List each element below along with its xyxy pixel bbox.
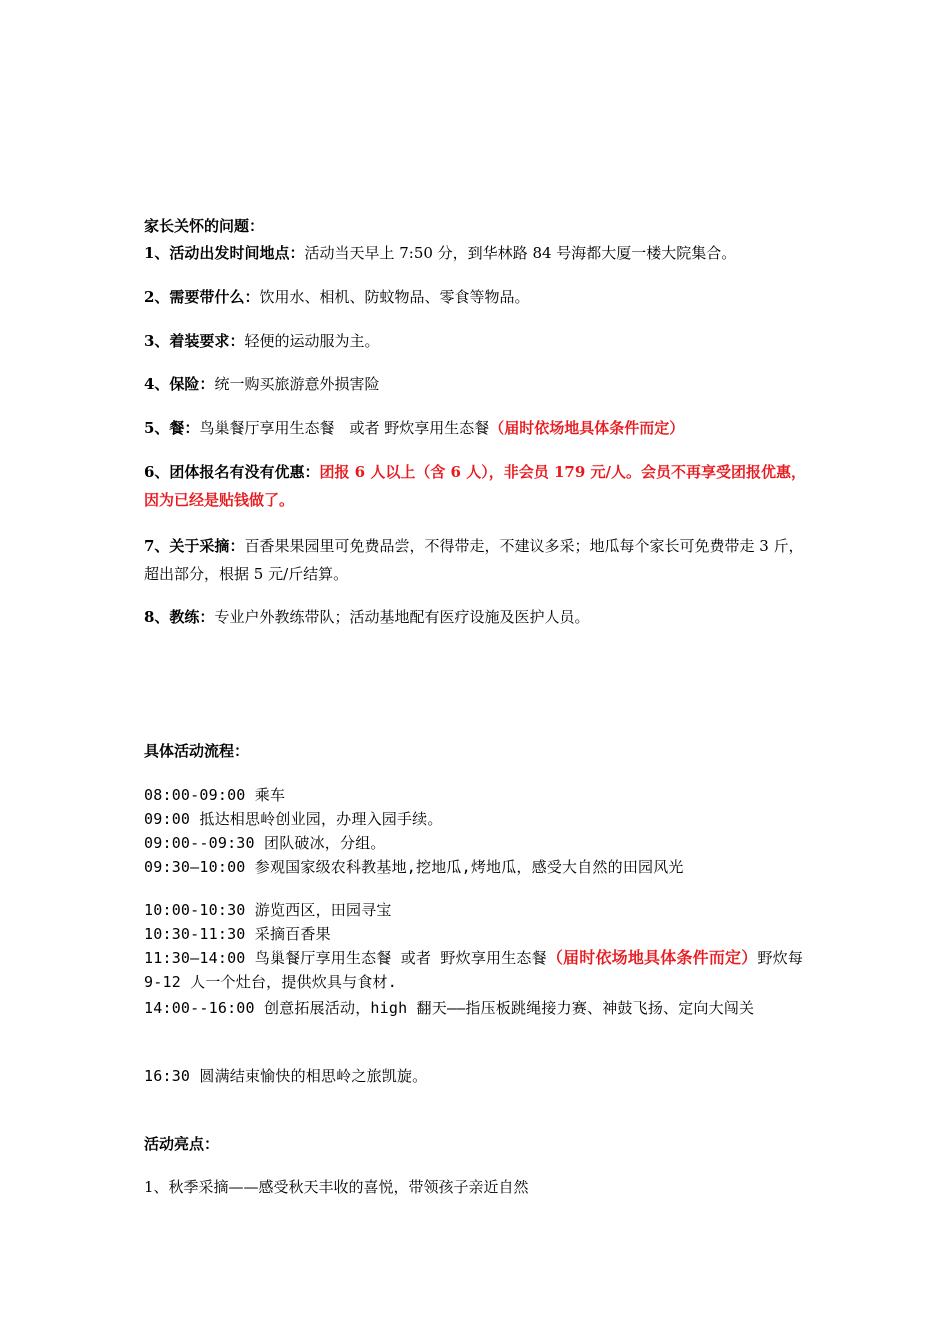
item-7 xyxy=(144,532,809,588)
item-3-label: 3、着装要求： xyxy=(144,332,245,350)
schedule-row: 09:30—10:00 参观国家级农科教基地,挖地瓜,烤地瓜，感受大自然的田园风光 xyxy=(144,858,684,876)
item-4-text: 统一购买旅游意外损害险 xyxy=(214,375,380,393)
item-5-note: （届时依场地具体条件而定） xyxy=(489,419,685,437)
item-6-offer: 团报 6 人以上（含 6 人），非会员 179 元/人。会员不再享受团报优惠，因为已经是贴钱做了。 xyxy=(144,463,806,509)
lunch-tail: 野炊每 9-12 人一个灶台，提供炊具与食材. xyxy=(144,949,804,991)
item-6 xyxy=(144,458,809,514)
item-2-text: 饮用水、相机、防蚊物品、零食等物品。 xyxy=(259,288,530,306)
section1-heading: 家长关怀的问题： xyxy=(144,217,265,235)
item-5-label: 5、餐： xyxy=(144,419,200,437)
schedule-row: 10:00-10:30 游览西区，田园寻宝 xyxy=(144,901,392,919)
schedule-row: 09:00 抵达相思岭创业园，办理入园手续。 xyxy=(144,810,443,828)
item-3 xyxy=(144,331,809,352)
item-5 xyxy=(144,418,809,439)
schedule-ending: 16:30 圆满结束愉快的相思岭之旅凯旋。 xyxy=(144,1067,428,1085)
item-6-label: 6、团体报名有没有优惠： xyxy=(144,463,320,481)
section3-heading: 活动亮点： xyxy=(144,1135,220,1153)
schedule-expansion: 14:00--16:00 创意拓展活动，high 翻天——指压板跳绳接力赛、神鼓飞扬、定向大闯关 xyxy=(144,999,755,1017)
schedule-row: 08:00-09:00 乘车 xyxy=(144,786,286,804)
item-8-label: 8、教练： xyxy=(144,608,215,626)
item-5-text: 鸟巢餐厅享用生态餐 或者 野炊享用生态餐 xyxy=(199,419,490,437)
section2-heading: 具体活动流程： xyxy=(144,742,250,760)
item-1-label: 1、活动出发时间地点： xyxy=(144,244,305,262)
schedule-row: 10:30-11:30 采摘百香果 xyxy=(144,925,331,943)
item-1-text: 活动当天早上 7:50 分，到华林路 84 号海都大厦一楼大院集合。 xyxy=(304,244,737,262)
item-2 xyxy=(144,287,809,308)
item-8-text: 专业户外教练带队；活动基地配有医疗设施及医护人员。 xyxy=(214,608,590,626)
item-8 xyxy=(144,607,809,628)
highlight-item: 1、秋季采摘——感受秋天丰收的喜悦，带领孩子亲近自然 xyxy=(144,1178,529,1196)
item-2-label: 2、需要带什么： xyxy=(144,288,260,306)
lunch-note: （届时依场地具体条件而定） xyxy=(546,948,758,967)
item-3-text: 轻便的运动服为主。 xyxy=(244,332,380,350)
schedule-lunch xyxy=(144,946,809,994)
item-7-text: 百香果果园里可免费品尝，不得带走，不建议多采；地瓜每个家长可免费带走 3 斤，超出部分，根据 5 元/斤结算。 xyxy=(144,537,804,583)
schedule-row: 09:00--09:30 团队破冰，分组。 xyxy=(144,834,386,852)
item-4-label: 4、保险： xyxy=(144,375,215,393)
item-7-label: 7、关于采摘： xyxy=(144,537,245,555)
item-1 xyxy=(144,243,809,264)
item-4 xyxy=(144,374,809,395)
lunch-text: 11:30—14:00 鸟巢餐厅享用生态餐 或者 野炊享用生态餐 xyxy=(144,949,547,967)
